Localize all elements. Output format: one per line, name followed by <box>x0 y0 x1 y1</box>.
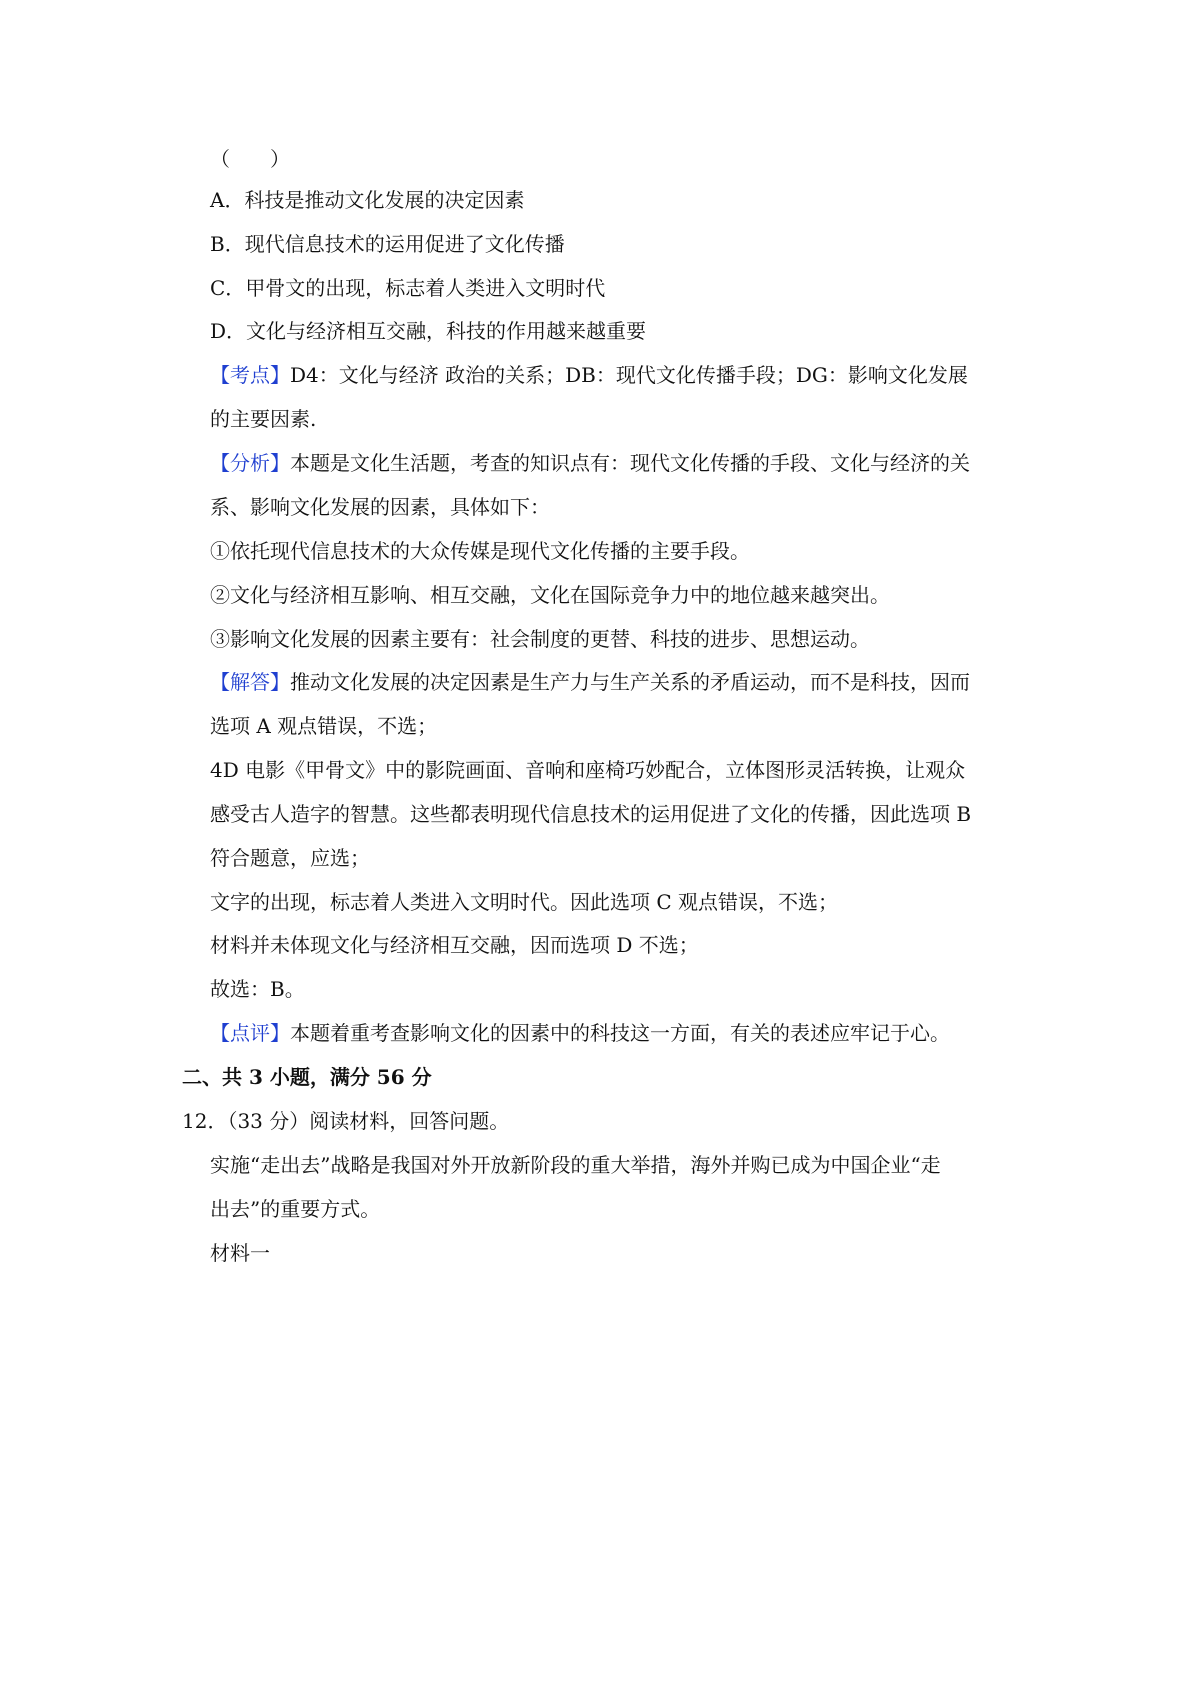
jieda-line-6: 文字的出现，标志着人类进入文明时代。因此选项 C 观点错误，不选； <box>210 890 839 914</box>
question-12-line-1: 实施“走出去”战略是我国对外开放新阶段的重大举措，海外并购已成为中国企业“走 <box>210 1153 941 1177</box>
option-a-text: 科技是推动文化发展的决定因素 <box>244 188 525 212</box>
option-c-text: 甲骨文的出现，标志着人类进入文明时代 <box>245 276 606 300</box>
dianping-text: 本题着重考查影响文化的因素中的科技这一方面，有关的表述应牢记于心。 <box>290 1021 950 1045</box>
fenxi-text: 本题是文化生活题，考查的知识点有：现代文化传播的手段、文化与经济的关 <box>290 451 970 475</box>
jieda-text: 推动文化发展的决定因素是生产力与生产关系的矛盾运动，而不是科技，因而 <box>290 670 970 694</box>
fenxi-point-1: ①依托现代信息技术的大众传媒是现代文化传播的主要手段。 <box>210 539 750 563</box>
fenxi-line-2: 系、影响文化发展的因素，具体如下： <box>210 495 550 519</box>
material-label: 材料一 <box>210 1241 270 1265</box>
option-b-letter: B． <box>210 232 245 256</box>
jieda-line-5: 符合题意，应选； <box>210 846 370 870</box>
option-b-text: 现代信息技术的运用促进了文化传播 <box>244 232 565 256</box>
jieda-line-1 <box>210 669 970 695</box>
question-12-heading: 12．（33 分）阅读材料，回答问题。 <box>182 1109 510 1133</box>
section-title: 二、共 3 小题，满分 56 分 <box>182 1065 432 1089</box>
jieda-line-4: 感受古人造字的智慧。这些都表明现代信息技术的运用促进了文化的传播，因此选项 B <box>210 802 972 826</box>
answer-paren: （ ） <box>210 147 290 171</box>
jieda-line-8: 故选：B。 <box>210 977 305 1001</box>
option-c-letter: C． <box>210 276 246 300</box>
option-d-text: 文化与经济相互交融，科技的作用越来越重要 <box>246 319 647 343</box>
option-b <box>210 231 565 257</box>
jieda-line-3: 4D 电影《甲骨文》中的影院画面、音响和座椅巧妙配合，立体图形灵活转换，让观众 <box>210 758 966 782</box>
fenxi-point-3: ③影响文化发展的因素主要有：社会制度的更替、科技的进步、思想运动。 <box>210 627 870 651</box>
option-a <box>210 187 524 213</box>
jieda-tag: 【解答】 <box>210 670 290 694</box>
dianping-line <box>210 1020 950 1046</box>
question-12-line-2: 出去”的重要方式。 <box>210 1197 381 1221</box>
option-d-letter: D． <box>210 319 247 343</box>
fenxi-tag: 【分析】 <box>210 451 290 475</box>
kaodian-tag: 【考点】 <box>210 363 290 387</box>
kaodian-text: D4：文化与经济 政治的关系；DB：现代文化传播手段；DG：影响文化发展 <box>290 363 968 387</box>
jieda-line-7: 材料并未体现文化与经济相互交融，因而选项 D 不选； <box>210 933 699 957</box>
fenxi-point-2: ②文化与经济相互影响、相互交融，文化在国际竞争力中的地位越来越突出。 <box>210 583 890 607</box>
option-c <box>210 275 605 301</box>
kaodian-line-2: 的主要因素. <box>210 407 317 431</box>
option-d <box>210 318 646 344</box>
option-a-letter: A． <box>210 188 245 212</box>
dianping-tag: 【点评】 <box>210 1021 290 1045</box>
kaodian-line-1 <box>210 362 968 388</box>
fenxi-line-1 <box>210 450 970 476</box>
jieda-line-2: 选项 A 观点错误，不选； <box>210 714 438 738</box>
